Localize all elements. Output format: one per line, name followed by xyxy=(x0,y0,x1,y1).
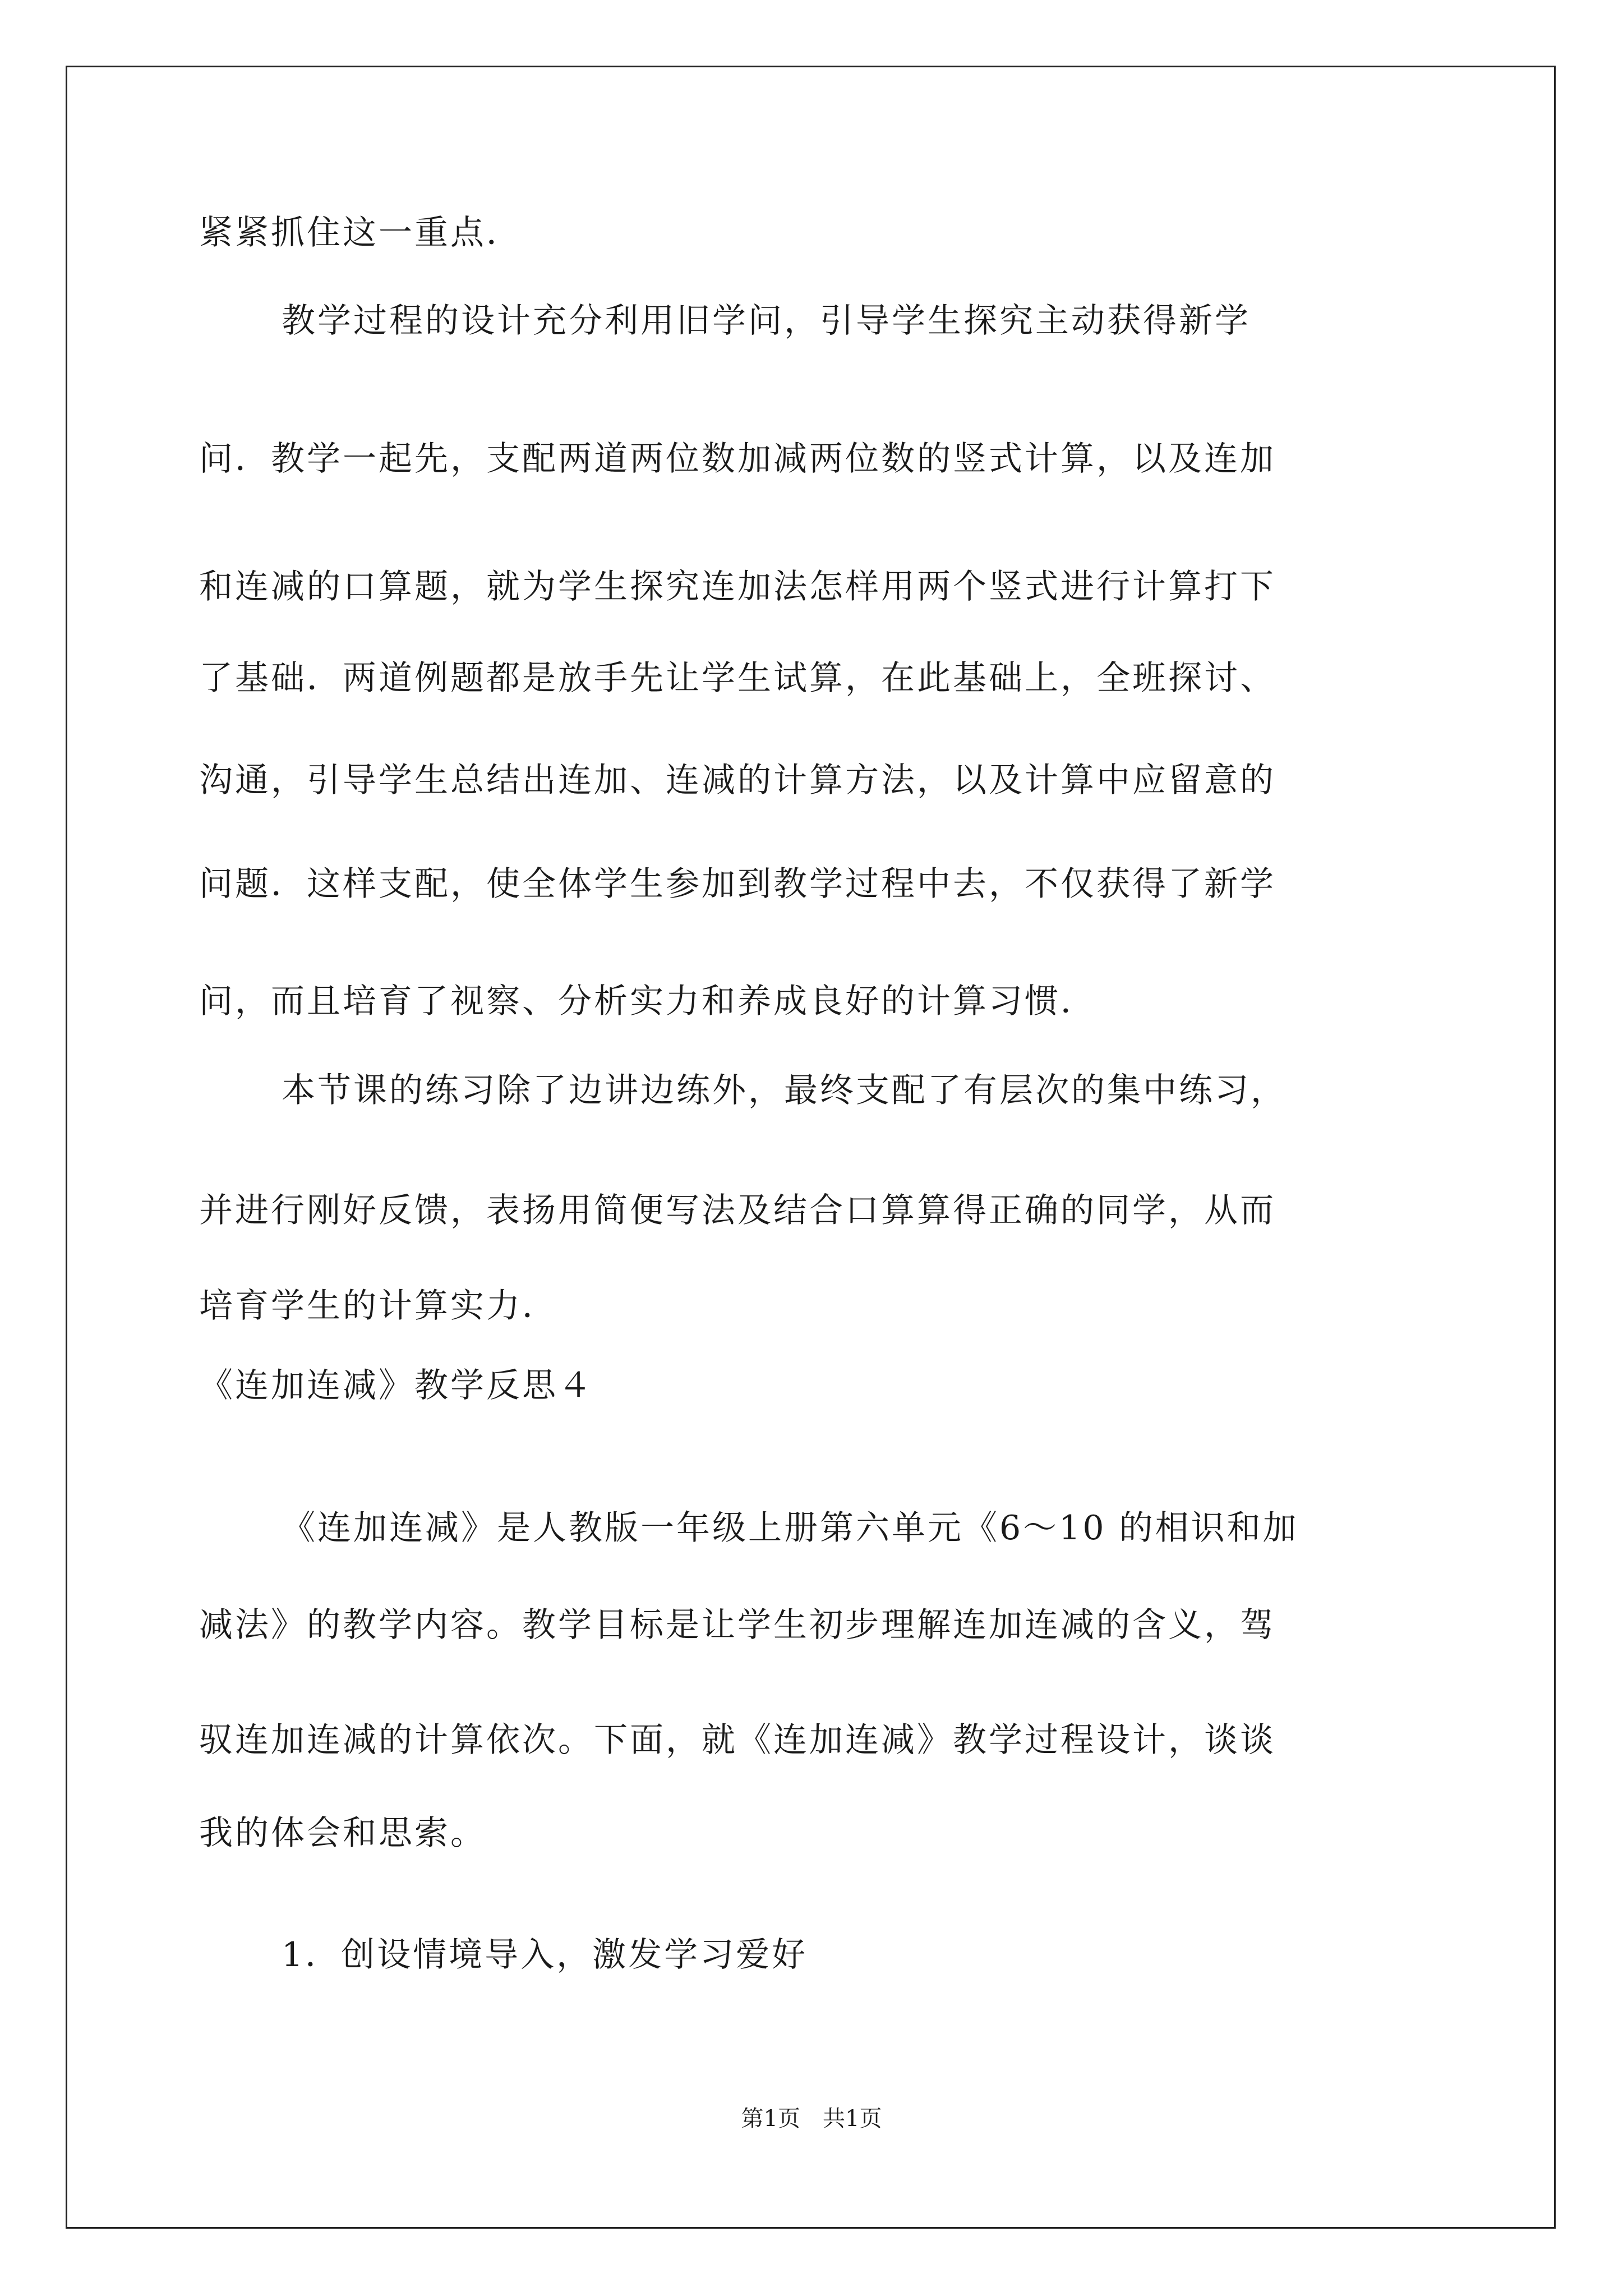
paragraph-line: 教学过程的设计充分利用旧学问，引导学生探究主动获得新学 xyxy=(282,301,1251,341)
paragraph-line: 培育学生的计算实力． xyxy=(199,1286,558,1326)
paragraph-line: 并进行刚好反馈，表扬用简便写法及结合口算算得正确的同学，从而 xyxy=(199,1191,1276,1230)
paragraph-line: 我的体会和思索。 xyxy=(199,1814,486,1853)
section-heading: 《连加连减》教学反思４ xyxy=(199,1366,594,1405)
paragraph-line: 驭连加连减的计算依次。下面，就《连加连减》教学过程设计，谈谈 xyxy=(199,1720,1276,1760)
paragraph-line: 问题．这样支配，使全体学生参加到教学过程中去，不仅获得了新学 xyxy=(199,864,1276,904)
paragraph-line: 减法》的教学内容。教学目标是让学生初步理解连加连减的含义，驾 xyxy=(199,1605,1276,1645)
paragraph-line: 问，而且培育了视察、分析实力和养成良好的计算习惯． xyxy=(199,982,1096,1021)
paragraph-line: 了基础．两道例题都是放手先让学生试算，在此基础上，全班探讨、 xyxy=(199,659,1276,698)
paragraph-line: 和连减的口算题，就为学生探究连加法怎样用两个竖式进行计算打下 xyxy=(199,567,1276,606)
page-footer: 第1页 共1页 xyxy=(741,2106,882,2132)
paragraph-line: 《连加连减》是人教版一年级上册第六单元《6～10 的相识和加 xyxy=(282,1508,1299,1548)
page-border xyxy=(66,66,1556,2229)
paragraph-line: 沟通，引导学生总结出连加、连减的计算方法，以及计算中应留意的 xyxy=(199,761,1276,800)
paragraph-line: 紧紧抓住这一重点． xyxy=(199,213,522,252)
paragraph-line: 问．教学一起先，支配两道两位数加减两位数的竖式计算，以及连加 xyxy=(199,439,1276,478)
list-item: 1．创设情境导入，激发学习爱好 xyxy=(282,1935,808,1975)
paragraph-line: 本节课的练习除了边讲边练外，最终支配了有层次的集中练习， xyxy=(282,1071,1287,1110)
